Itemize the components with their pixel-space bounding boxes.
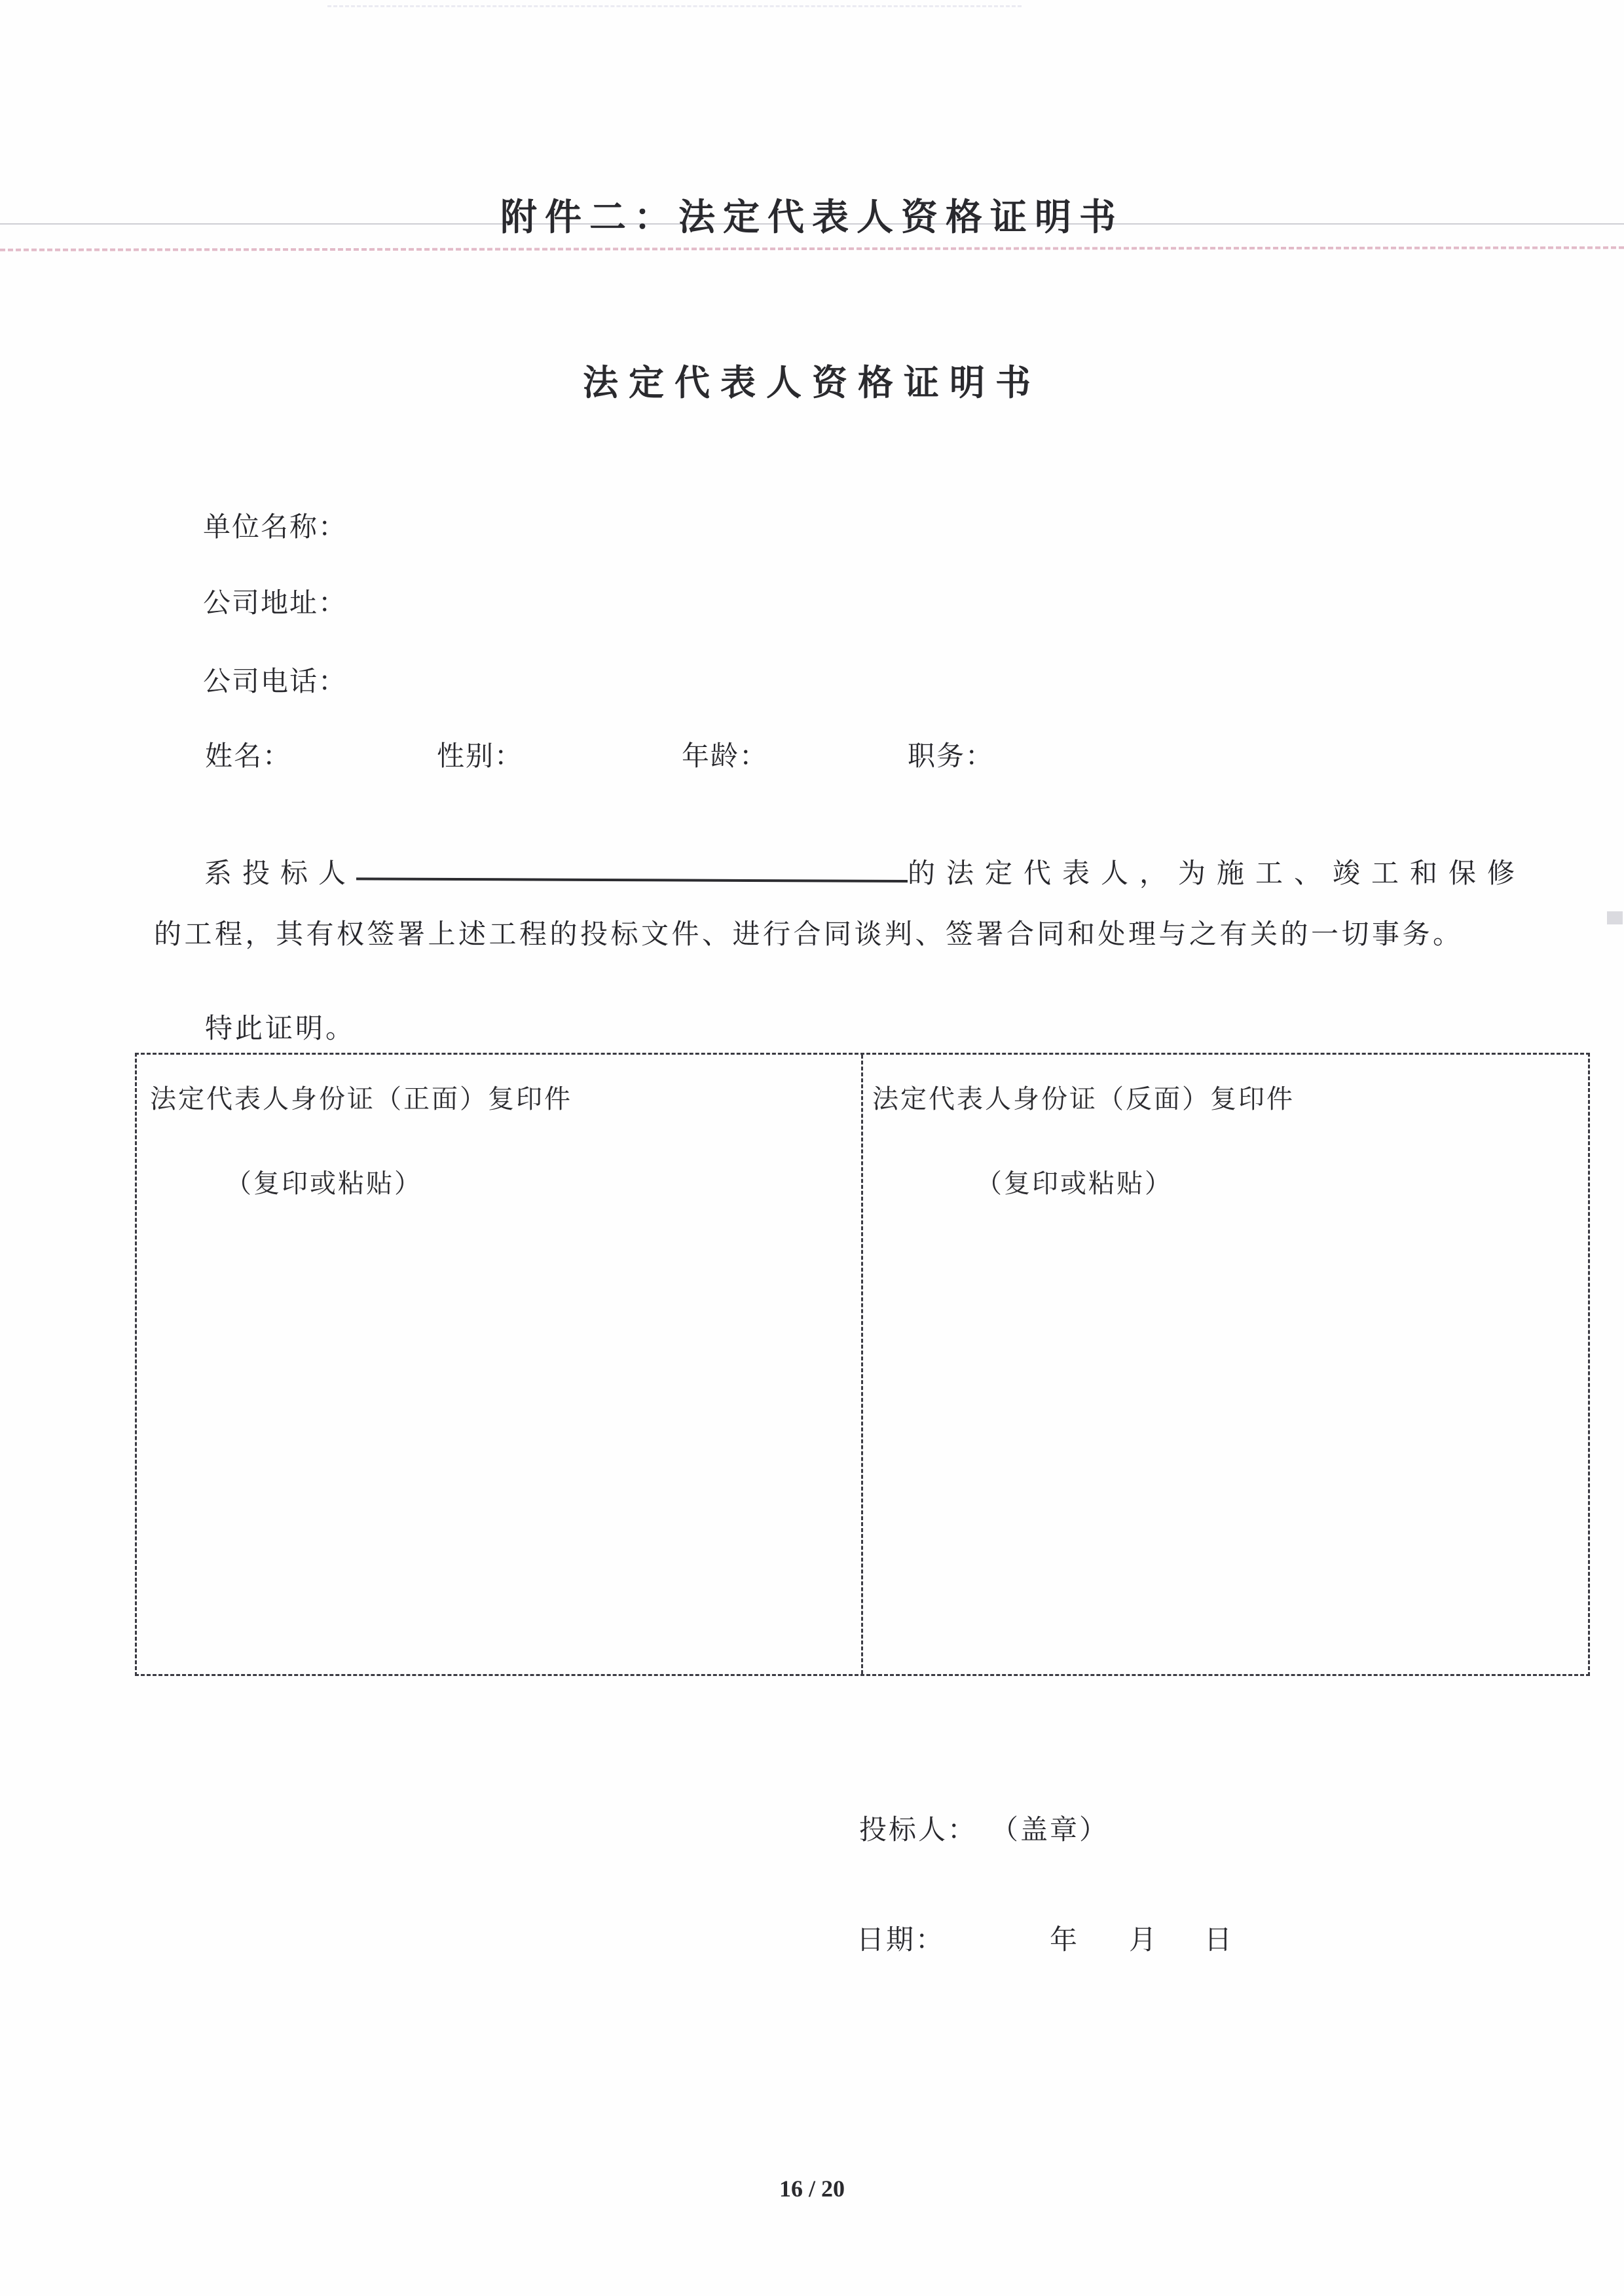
id-front-title: 法定代表人身份证（正面）复印件 [150,1084,572,1114]
certify-statement: 特此证明。 [205,1014,356,1044]
id-back-title: 法定代表人身份证（反面）复印件 [872,1084,1295,1114]
age-label: 年龄： [682,742,769,772]
date-row [857,1918,1234,1958]
declaration-line-1 [204,851,1526,891]
gender-label: 性别： [437,742,524,772]
month-label: 月 [1129,1925,1159,1956]
document-title: 法定代表人资格证明书 [583,363,1041,403]
declaration-line-2: 的工程，其有权签署上述工程的投标文件、进行合同谈判、签署合同和处理与之有关的一切事务。 [154,920,1464,950]
scan-artifact-pink-line [0,246,1624,251]
company-phone-label: 公司电话： [203,667,348,697]
bidder-name-blank-line [356,848,908,883]
year-label: 年 [1050,1925,1080,1956]
id-copy-cell-back [863,1055,1588,1674]
unit-name-label: 单位名称： [203,513,348,543]
company-address-label: 公司地址： [203,589,348,619]
scan-artifact-edge-mark [1607,911,1623,924]
seal-label: （盖章） [1005,1815,1109,1846]
day-label: 日 [1204,1925,1234,1956]
name-label: 姓名： [205,742,292,772]
attachment-heading: 附件二：法定代表人资格证明书 [500,196,1124,238]
id-front-paste-note: （复印或粘贴） [225,1169,422,1198]
id-copy-cell-front [137,1055,863,1674]
legal-representative-suffix-text: 的法定代表人，为施工、竣工和保修 [908,859,1526,889]
duty-label: 职务： [908,742,995,772]
bidder-prefix-text: 系投标人 [204,859,357,889]
date-label: 日期： [857,1925,946,1956]
scan-artifact-top-line [327,5,1022,7]
id-copy-box [135,1053,1590,1676]
bidder-seal-row [859,1808,1109,1848]
id-back-paste-note: （复印或粘贴） [976,1169,1173,1198]
bidder-label: 投标人： [859,1815,978,1846]
page-number: 16 / 20 [779,2176,845,2202]
